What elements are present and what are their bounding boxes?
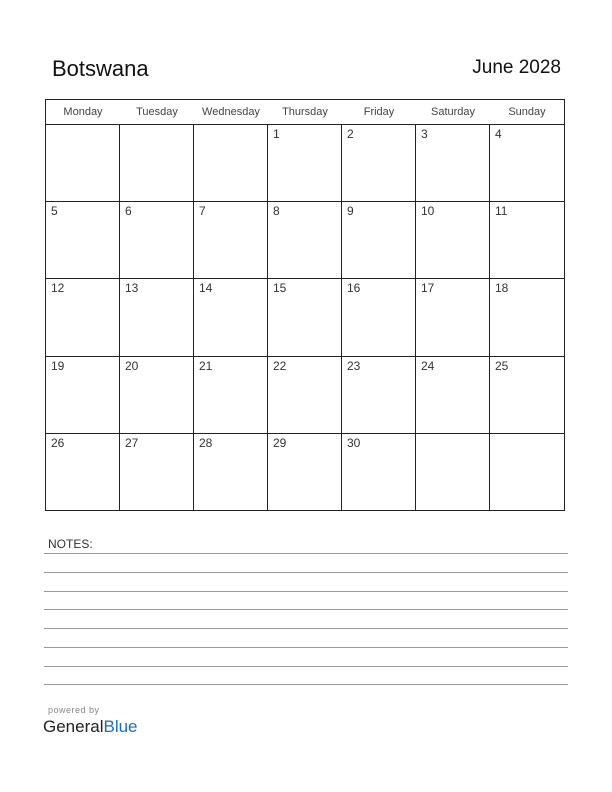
day-cell: 13 (120, 279, 194, 356)
day-cell: 9 (342, 202, 416, 279)
day-cell: 25 (490, 357, 564, 434)
day-cell: 16 (342, 279, 416, 356)
day-cell: 21 (194, 357, 268, 434)
day-cell: 28 (194, 434, 268, 511)
day-cell (490, 434, 564, 511)
day-cell: 29 (268, 434, 342, 511)
day-cell: 27 (120, 434, 194, 511)
note-line (44, 572, 568, 573)
weekday-friday: Friday (363, 106, 395, 118)
day-cell: 10 (416, 202, 490, 279)
weekday-thursday: Thursday (282, 106, 328, 118)
weekday-sunday: Sunday (508, 106, 546, 118)
day-cell: 6 (120, 202, 194, 279)
day-cell (120, 125, 194, 202)
note-line (44, 553, 568, 554)
day-cell: 26 (46, 434, 120, 511)
day-cells (46, 125, 564, 511)
brand-general-text: General (43, 717, 104, 736)
day-cell (416, 434, 490, 511)
day-cell: 3 (416, 125, 490, 202)
generalblue-logo (43, 717, 138, 737)
note-line (44, 666, 568, 667)
day-cell (194, 125, 268, 202)
note-line (44, 591, 568, 592)
note-line (44, 684, 568, 685)
day-cell: 12 (46, 279, 120, 356)
powered-by-label: powered by (48, 705, 100, 715)
day-cell: 4 (490, 125, 564, 202)
day-cell: 1 (268, 125, 342, 202)
country-title: Botswana (52, 56, 149, 81)
weekday-wednesday: Wednesday (202, 106, 260, 118)
month-title: June 2028 (472, 57, 561, 78)
day-cell: 19 (46, 357, 120, 434)
day-cell: 14 (194, 279, 268, 356)
day-cell: 15 (268, 279, 342, 356)
note-line (44, 628, 568, 629)
day-cell: 24 (416, 357, 490, 434)
day-cell: 8 (268, 202, 342, 279)
day-cell: 2 (342, 125, 416, 202)
note-line (44, 647, 568, 648)
day-cell (46, 125, 120, 202)
weekday-header-row (46, 100, 564, 125)
note-line (44, 609, 568, 610)
day-cell: 22 (268, 357, 342, 434)
day-cell: 11 (490, 202, 564, 279)
day-cell: 17 (416, 279, 490, 356)
day-cell: 7 (194, 202, 268, 279)
day-cell: 18 (490, 279, 564, 356)
day-cell: 5 (46, 202, 120, 279)
day-cell: 23 (342, 357, 416, 434)
day-cell: 30 (342, 434, 416, 511)
weekday-monday: Monday (63, 106, 103, 118)
weekday-saturday: Saturday (430, 106, 476, 118)
weekday-tuesday: Tuesday (136, 106, 178, 118)
calendar-grid (45, 99, 565, 511)
brand-blue-text: Blue (103, 717, 138, 736)
notes-label: NOTES: (48, 537, 93, 551)
day-cell: 20 (120, 357, 194, 434)
